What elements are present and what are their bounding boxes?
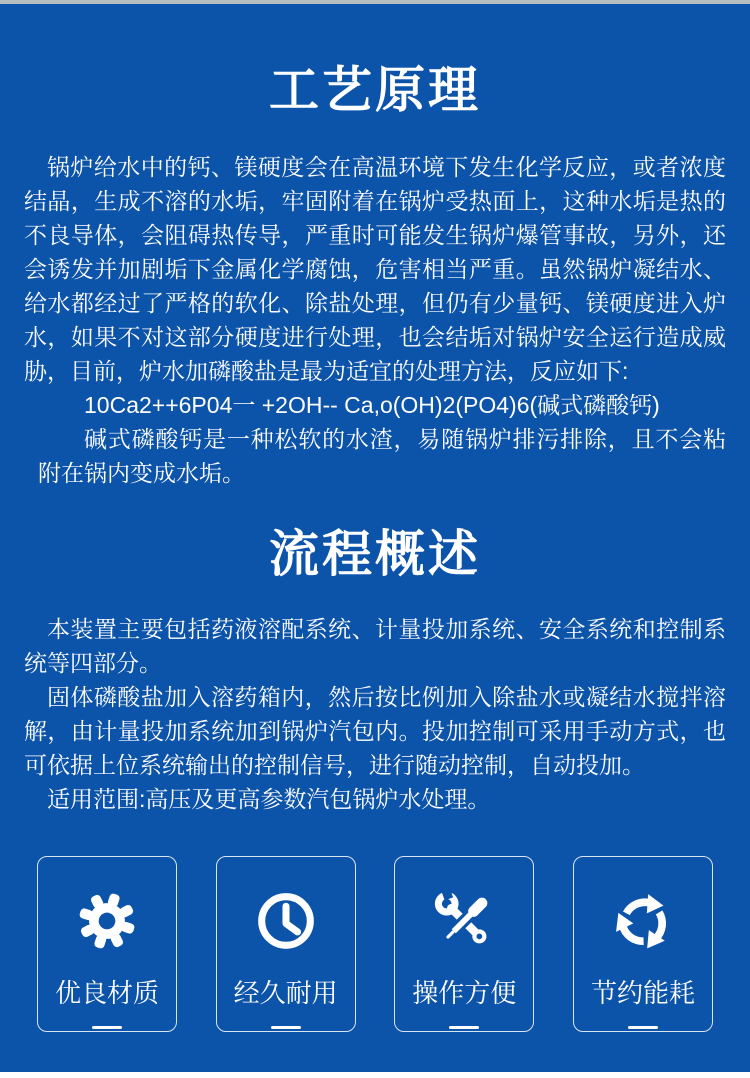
feature-dash: [92, 1026, 122, 1029]
clock-icon: [254, 889, 318, 953]
feature-label: 操作方便: [412, 978, 517, 1008]
recycle-icon: [611, 889, 675, 953]
top-strip: [0, 0, 750, 4]
overview-scope-paragraph: 适用范围:高压及更高参数汽包锅炉水处理。: [47, 786, 491, 812]
feature-card-energy: [573, 856, 713, 1032]
process-principle-title: 工艺原理: [269, 62, 481, 118]
feature-label: 节约能耗: [590, 978, 695, 1008]
process-overview-title: 流程概述: [269, 526, 481, 582]
feature-label: 优良材质: [54, 978, 159, 1008]
feature-dash: [449, 1026, 479, 1029]
feature-dash: [271, 1026, 301, 1029]
feature-card-operation: [394, 856, 534, 1032]
feature-cards: [0, 856, 750, 1032]
chemical-formula: 10Ca2++6P04一 +2OH-- Ca,o(OH)2(PO4)6(碱式磷酸钙): [84, 392, 660, 418]
feature-label: 经久耐用: [233, 978, 338, 1008]
overview-systems-paragraph: 本装置主要包括药液溶配系统、计量投加系统、安全系统和控制系统等四部分。: [24, 616, 726, 676]
feature-card-material: [37, 856, 177, 1032]
gear-icon: [75, 889, 139, 953]
feature-dash: [628, 1026, 658, 1029]
residue-paragraph: 碱式磷酸钙是一种松软的水渣，易随锅炉排污排除，且不会粘附在锅内变成水垢。: [38, 426, 726, 486]
overview-operation-paragraph: 固体磷酸盐加入溶药箱内，然后按比例加入除盐水或凝结水搅拌溶解，由计量投加系统加到锅炉汽包内。投加控制可采用手动方式，也可依据上位系统输出的控制信号，进行随动控制，自动投加。: [24, 684, 726, 778]
tools-icon: [432, 889, 496, 953]
process-principle-paragraph: 锅炉给水中的钙、镁硬度会在高温环境下发生化学反应，或者浓度结晶，生成不溶的水垢，牢固附着在锅炉受热面上，这种水垢是热的不良导体，会阻碍热传导，严重时可能发生锅炉爆管事故，另外，还会诱发并加剧垢下金属化学腐蚀，危害相当严重。虽然锅炉凝结水、给水都经过了严格的软化、除盐处理，但仍有少量钙、镁硬度进入炉水，如果不对这部分硬度进行处理，也会结垢对锅炉安全运行造成威胁，目前，炉水加磷酸盐是最为适宜的处理方法，反应如下:: [24, 154, 726, 384]
bottom-strip: [0, 1072, 750, 1078]
feature-card-durability: [216, 856, 356, 1032]
